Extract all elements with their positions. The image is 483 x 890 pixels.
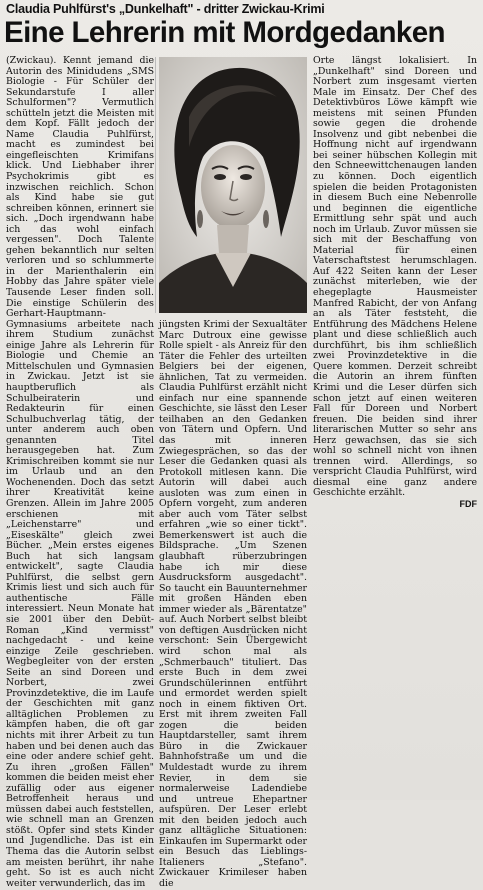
column-1-text: (Zwickau). Kennt jemand die Autorin des Minidudens „SMS Biologie - Für Schüler der Sekundarstufe I aller Schulformen"? Vermutlich schütteln jetzt die Meisten mit dem Kopf. Fällt jedoch der Name Claudia Puhlfürst, macht es zumindest bei eingefleischten Krimifans klick. Und Liebhaber ihrer Psychokrimis gibt es inzwischen reichlich. Schon als Kind habe sie gut schreiben können, erinnert sie sich. „Doch irgendwann habe ich das wohl einfach vergessen". Doch Talente gehen bekanntlich nur selten verloren und so schlummerte in der Marienthalerin ein Hobby das Jahre später viele Tausende Leser finden soll. Die einstige Schülerin des Gerhart-Hauptmann-Gymnasiums arbeitete nach ihrem Studium zunächst einige Jahre als Lehrerin für Biologie und Chemie an Mittelschulen und Gymnasien in Zwickau. Jetzt ist sie hauptberuflich als Schulbeiraterin und Redakteurin für einen Schulbuchverlag tätig, der unter anderem auch oben genannten Titel herausgegeben hat. Zum Krimischreiben kommt sie nur im Urlaub und an den Wochenenden. Doch das setzt ihrer Kreativität keine Grenzen. Allein im Jahre 2005 erschienen mit „Leichenstarre" und „Eiseskälte" gleich zwei Bücher. „Mein erstes eigenes Buch hat sich langsam entwickelt", sagte Claudia Puhlfürst, die selbst gern Krimis liest und sich auch für authentische Fälle interessiert. Neun Monate hat sie 2001 über den Debüt-Roman „Kind vermisst" nachgedacht - und keine einzige Zeile geschrieben. Wegbegleiter von der ersten Seite an sind Doreen und Norbert, zwei Provinzdetektive, die im Laufe der Geschichten mit ganz alltäglichen Problemen zu kämpfen haben, die oft gar nichts mit ihrer Arbeit zu tun haben und bei denen auch das eine oder andere schief geht. Zu ihren „großen Fällen" kommen die beiden meist eher zufällig oder aus eigener Betroffenheit heraus und müssen dabei auch feststellen, wie schnell man an Grenzen stößt. Opfer sind stets Kinder und Jugendliche. Das ist ein Thema das die Autorin selbst am meisten berührt, ihr nahe geht. So ist es auch nicht weiter verwunderlich, das im bbox=[6, 55, 154, 889]
kicker: Claudia Puhlfürst's „Dunkelhaft" - dritter Zwickau-Krimi bbox=[6, 2, 325, 16]
author-photo bbox=[159, 57, 307, 313]
portrait-image bbox=[159, 57, 307, 313]
column-3-text: Orte längst lokalisiert. In „Dunkelhaft" sind Doreen und Norbert zum insgesamt vierten Male im Einsatz. Der Chef des Detektivbüros Löwe kämpft wie meistens mit seinen Pfunden sowie gegen die drohende Insolvenz und gibt nebenbei die Hoffnung nicht auf irgendwann bei seiner hübschen Kollegin mit den Schneewittchenaugen landen zu können. Doch eigentlich spielen die beiden Protagonisten in diesem Buch eine Nebenrolle und beginnen die eigentliche Ermittlung sehr spät und auch noch im Urlaub. Zuvor müssen sie sich mit der Beschaffung von Material für einen Vaterschaftstest herumschlagen. Auf 422 Seiten kann der Leser zunächst miterleben, wie der ehegeplagte Hausmeister Manfred Rabicht, der von Anfang an als Täter feststeht, die Entführung des Mädchens Helene plant und diese schließlich auch durchführt, bis ihm schließlich zwei Provinzdetektive in die Quere kommen. Derzeit schreibt die Autorin an ihrem fünften Krimi und die Leser dürfen sich schon jetzt auf einen weiteren Fall für Doreen und Norbert freuen. Die beiden sind ihrer literarischen Mutter so sehr ans Herz gewachsen, das sie sich wohl so schnell nicht von ihnen trennen wird. Allerdings, so verspricht Claudia Puhlfürst, wird diesmal eine ganz andere Geschichte erzählt. bbox=[313, 55, 477, 499]
author-signature: FDF bbox=[459, 498, 477, 509]
column-2-text: jüngsten Krimi der Sexualtäter Marc Dutroux eine gewisse Rolle spielt - als Anreiz für den Täter die Fehler des urteilten Belgiers bei der eigenen, ähnlichen, Tat zu vermeiden. Claudia Puhlfürst erzählt nicht einfach nur eine spannende Geschichte, sie lässt den Leser teilhaben an den Gedanken von Tätern und Opfern. Und das mit inneren Zwiegesprächen, so das der Leser die Gedanken quasi als Protokoll mitlesen kann. Die Autorin will dabei auch ausloten was zum einen in Opfern vorgeht, zum anderen aber auch vom Täter selbst erfahren „wie so einer tickt". Bemerkenswert ist auch die Bildsprache. „Um Szenen glaubhaft rüberzubringen habe ich mir diese Ausdrucksform ausgedacht". So taucht ein Bauunternehmer mit großen Händen eben immer wieder als „Bärentatze" auf. Auch Norbert selbst bleibt von deftigen Ausdrücken nicht verschont: Sein Übergewicht wird schon mal als „Schmerbauch" tituliert. Das erste Buch in dem zwei Grundschülerinnen entführt und ermordet werden spielt noch in einem fiktiven Ort. Erst mit ihrem zweiten Fall zogen die beiden Hauptdarsteller, samt ihrem Büro in die Zwickauer Bahnhofstraße um und die Muldestadt wurde zu ihrem Revier, in dem sie normalerweise Ladendiebe und untreue Ehepartner aufspüren. Der Leser erlebt mit den beiden jedoch auch ganz alltägliche Situationen: Einkaufen im Supermarkt oder ein Besuch das Lieblings-Italieners „Stefano". Zwickauer Krimileser haben die bbox=[159, 319, 307, 889]
column-rule bbox=[155, 57, 156, 313]
article-column-1 bbox=[6, 55, 154, 889]
headline: Eine Lehrerin mit Mordgedanken bbox=[4, 16, 445, 49]
article-column-2 bbox=[159, 319, 307, 889]
article-column-3 bbox=[313, 56, 477, 556]
